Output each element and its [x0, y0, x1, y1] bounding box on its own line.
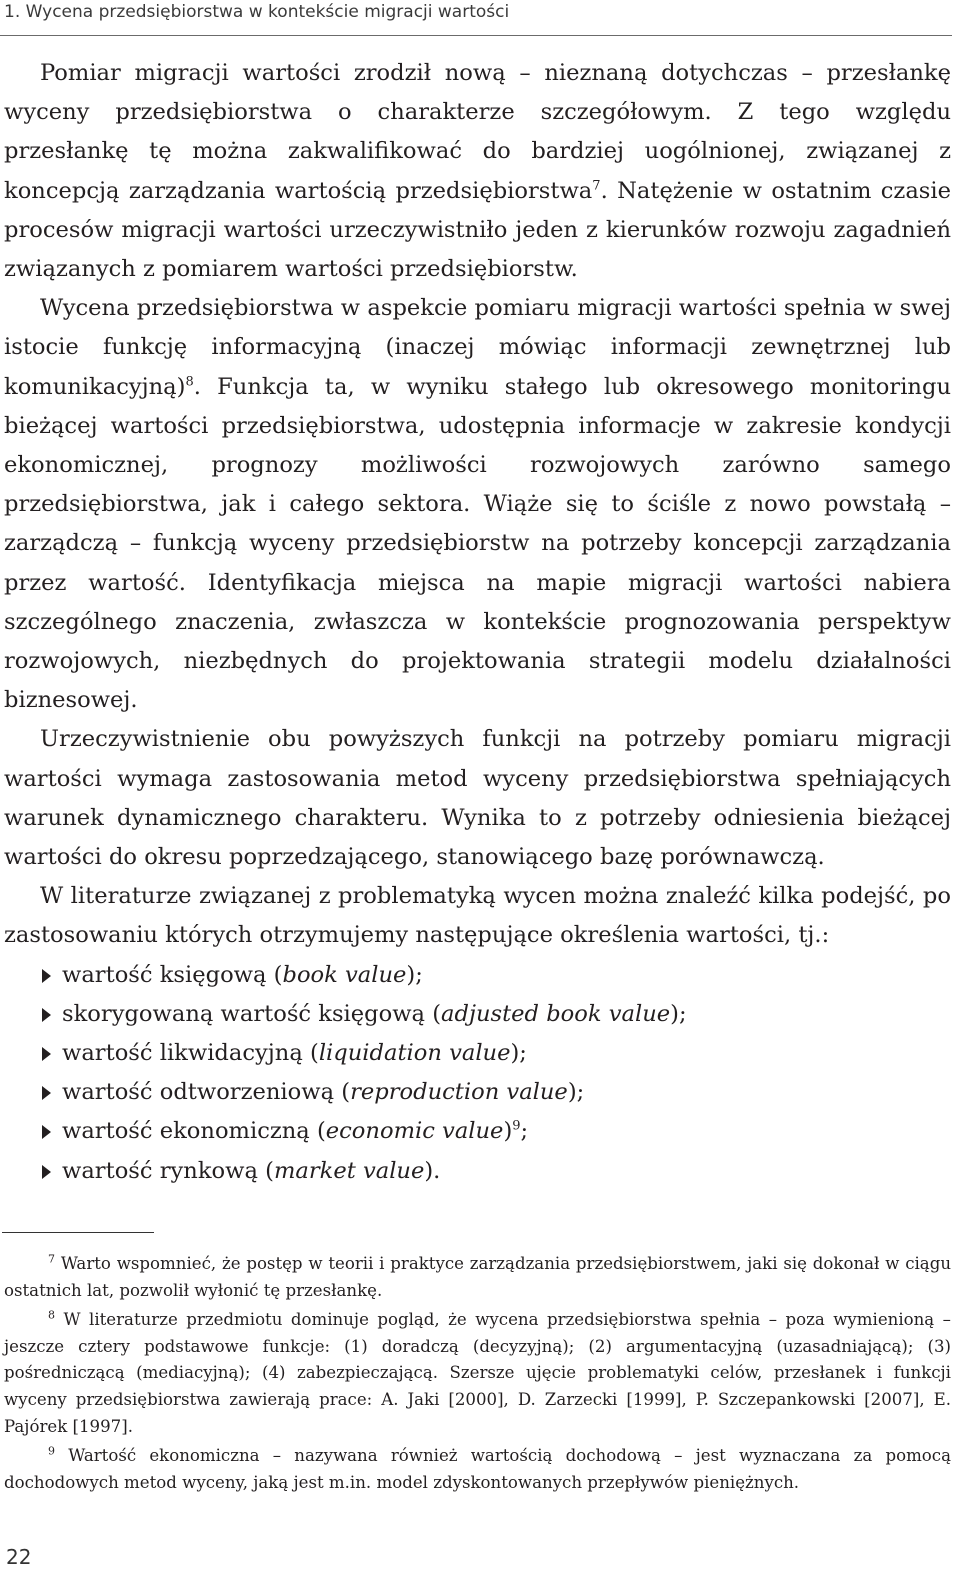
list-item: skorygowaną wartość księgową (adjusted book value); [4, 995, 951, 1034]
footnote-ref-8[interactable]: 8 [185, 374, 194, 390]
footnote-number: 8 [48, 1308, 55, 1322]
header-rule [0, 35, 952, 36]
triangle-bullet-icon [42, 1165, 51, 1179]
running-header: 1. Wycena przedsiębiorstwa w kontekście migracji wartości [4, 2, 510, 22]
list-item: wartość likwidacyjną (liquidation value); [4, 1034, 951, 1073]
paragraph-3: Urzeczywistnienie obu powyższych funkcji na potrzeby pomiaru migracji wartości wymaga zastosowania metod wyceny przedsiębiorstwa spełniających warunek dynamicznego charakteru. Wynika to z potrzeby odniesienia bieżącej wartości do okresu poprzedzającego, stanowiącego bazę porównawczą. [4, 726, 951, 871]
footnotes [4, 1251, 951, 1499]
triangle-bullet-icon [42, 1086, 51, 1100]
triangle-bullet-icon [42, 1047, 51, 1061]
footnote-ref-9[interactable]: 9 [512, 1118, 521, 1134]
paragraph-2: Wycena przedsiębiorstwa w aspekcie pomiaru migracji wartości spełnia w swej istocie funkcję informacyjną (inaczej mówiąc informacji zewnętrznej lub komunikacyjną)$^8$. Funkcja ta, w wyniku stałego lub okresowego monitoringu bieżącej wartości przedsiębiorstwa, udostępnia informacje w zakresie kondycji ekonomicznej, prognozy możliwości rozwojowych zarówno samego przedsiębiorstwa, jak i całego sektora. Wiąże się to ściśle z nowo powstałą – zarządczą – funkcją wyceny przedsiębiorstw na potrzeby koncepcji zarządzania przez wartość. Identyfikacja miejsca na mapie migracji wartości nabiera szczególnego znaczenia, zwłaszcza w kontekście prognozowania perspektyw rozwojowych, niezbędnych do projektowania strategii modelu działalności biznesowej. [4, 295, 951, 714]
footnote-9: $^9$ Wartość ekonomiczna – nazywana również wartością dochodową – jest wyznaczana za pomocą dochodowych metod wyceny, jaką jest m.in. model zdyskontowanych przepływów pieniężnych. [4, 1444, 951, 1492]
footnote-ref-7[interactable]: 7 [592, 178, 601, 194]
list-item: wartość księgową (book value); [4, 956, 951, 995]
list-item: wartość rynkową (market value). [4, 1152, 951, 1191]
triangle-bullet-icon [42, 969, 51, 983]
triangle-bullet-icon [42, 1008, 51, 1022]
footnote-number: 7 [48, 1252, 55, 1266]
paragraph-1: Pomiar migracji wartości zrodził nową – nieznaną dotychczas – przesłankę wyceny przedsiębiorstwa o charakterze szczegółowym. Z tego względu przesłankę tę można zakwalifikować do bardziej uogólnionej, związanej z koncepcją zarządzania wartością przedsiębiorstwa$^7$. Natężenie w ostatnim czasie procesów migracji wartości urzeczywistniło jeden z kierunków rozwoju zagadnień związanych z pomiarem wartości przedsiębiorstw. [4, 60, 952, 283]
footnote-8: $^8$ W literaturze przedmiotu dominuje pogląd, że wycena przedsiębiorstwa spełnia – poza wymienioną – jeszcze cztery podstawowe funkcje: (1) doradczą (decyzyjną); (2) argumentacyjną (uzasadniającą); (3) pośredniczącą (mediacyjną); (4) zabezpieczającą. Szersze ujęcie problematyki celów, przesłanek i funkcji wyceny przedsiębiorstwa zawierają prace: A. Jaki [2000], D. Zarzecki [1999], P. Szczepankowski [2007], E. Pajórek [1997]. [4, 1308, 951, 1436]
value-types-list [4, 956, 951, 1191]
paragraph-4: W literaturze związanej z problematyką wycen można znaleźć kilka podejść, po zastosowaniu których otrzymujemy następujące określenia wartości, tj.: [4, 883, 951, 949]
list-item: wartość ekonomiczną (economic value)$^9$; [4, 1112, 951, 1151]
list-item: wartość odtworzeniową (reproduction value); [4, 1073, 951, 1112]
main-text [4, 54, 951, 1191]
triangle-bullet-icon [42, 1125, 51, 1139]
footnote-7: $^7$ Warto wspomnieć, że postęp w teorii i praktyce zarządzania przedsiębiorstwem, jaki się dokonał w ciągu ostatnich lat, pozwolił wyłonić tę przesłankę. [4, 1252, 952, 1300]
page-number: 22 [6, 1545, 32, 1569]
footnote-rule [2, 1232, 154, 1233]
footnote-number: 9 [48, 1444, 55, 1458]
